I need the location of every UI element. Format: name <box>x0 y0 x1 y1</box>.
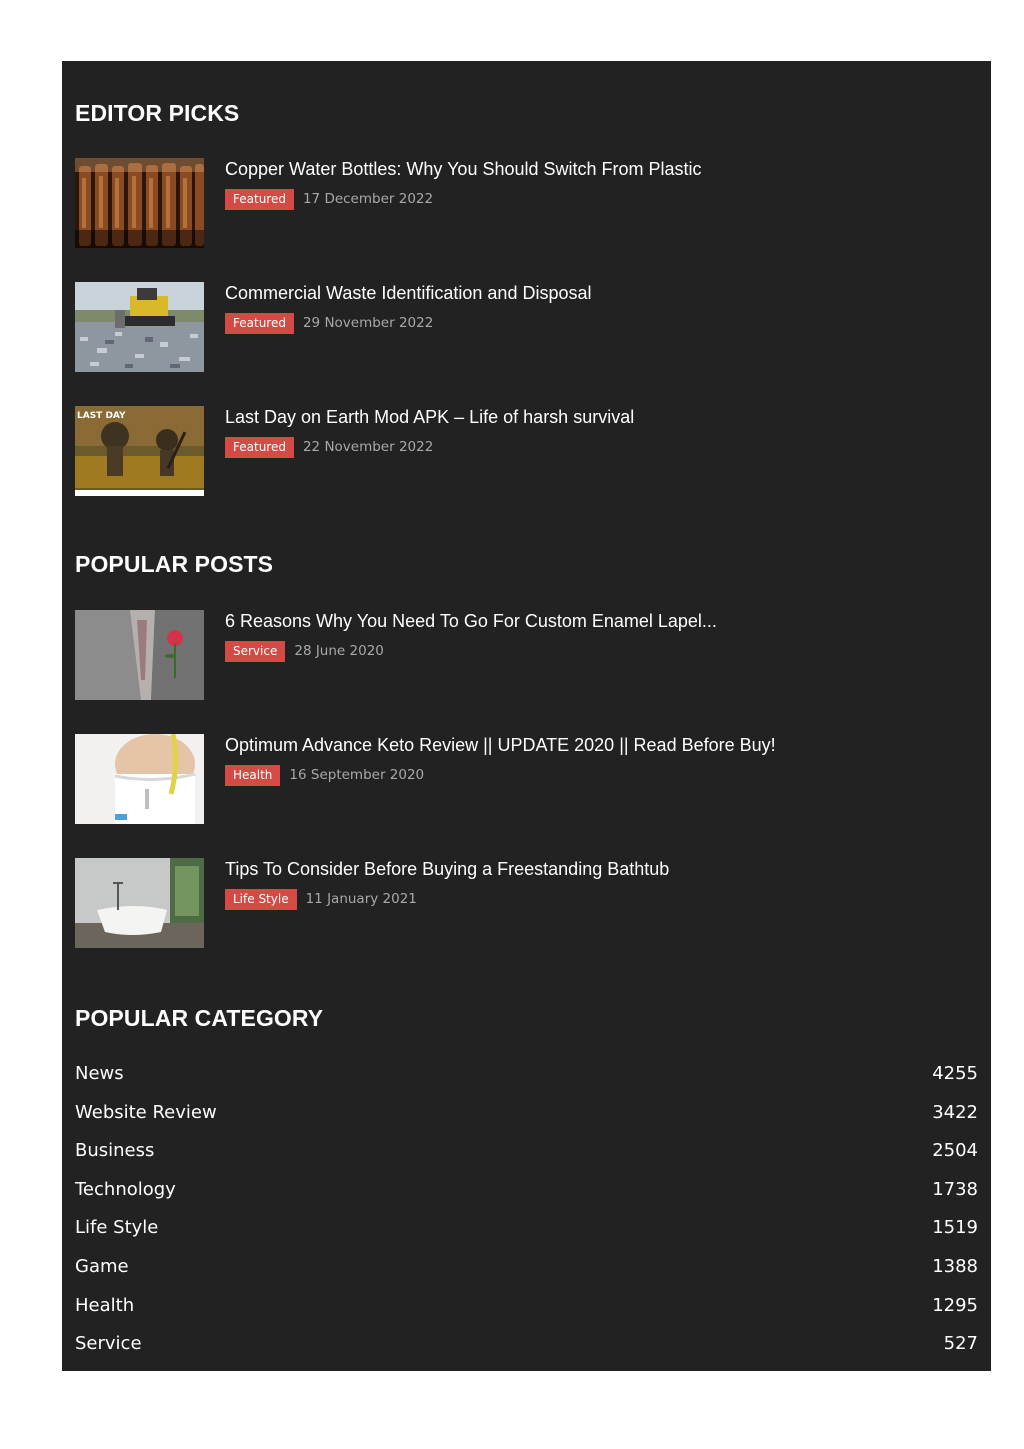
post-thumbnail[interactable] <box>75 610 204 700</box>
post-title[interactable]: Tips To Consider Before Buying a Freestanding Bathtub <box>225 859 670 879</box>
category-count: 1295 <box>932 1295 978 1316</box>
post-meta <box>225 889 417 910</box>
category-name: Life Style <box>75 1217 159 1238</box>
category-row-website-review[interactable] <box>75 1098 978 1128</box>
category-name: News <box>75 1063 124 1084</box>
category-row-game[interactable] <box>75 1252 978 1282</box>
editor-pick-item <box>75 158 975 248</box>
post-thumbnail[interactable] <box>75 158 204 248</box>
category-badge[interactable]: Life Style <box>225 889 297 910</box>
category-row-news[interactable] <box>75 1059 978 1089</box>
post-title[interactable]: Copper Water Bottles: Why You Should Switch From Plastic <box>225 159 702 179</box>
post-thumbnail[interactable] <box>75 734 204 824</box>
category-count: 3422 <box>932 1102 978 1123</box>
post-thumbnail[interactable] <box>75 858 204 948</box>
category-badge[interactable]: Featured <box>225 189 294 210</box>
post-date: 17 December 2022 <box>302 191 434 207</box>
post-thumbnail[interactable] <box>75 406 204 496</box>
category-badge[interactable]: Featured <box>225 313 294 334</box>
post-date: 11 January 2021 <box>305 891 417 907</box>
landfill-bulldozer-image <box>75 282 204 372</box>
suit-lapel-rose-image <box>75 610 204 700</box>
popular-posts-heading: POPULAR POSTS <box>75 551 274 577</box>
post-date: 16 September 2020 <box>289 767 425 783</box>
copper-bottles-image <box>75 158 204 248</box>
category-count: 1388 <box>932 1256 978 1277</box>
popular-post-item <box>75 610 975 700</box>
post-meta <box>225 313 433 334</box>
category-name: Technology <box>75 1179 176 1200</box>
post-date: 29 November 2022 <box>302 315 434 331</box>
category-name: Website Review <box>75 1102 217 1123</box>
waist-measuring-tape-image <box>75 734 204 824</box>
post-meta <box>225 765 424 786</box>
editor-pick-item <box>75 406 975 496</box>
popular-post-item <box>75 734 975 824</box>
game-survival-image <box>75 406 204 496</box>
game-logo-text: LAST DAY <box>77 411 126 421</box>
category-row-health[interactable] <box>75 1291 978 1321</box>
category-count: 527 <box>943 1333 978 1354</box>
post-title[interactable]: Optimum Advance Keto Review || UPDATE 2020 || Read Before Buy! <box>225 735 776 755</box>
category-count: 4255 <box>932 1063 978 1084</box>
post-meta <box>225 189 433 210</box>
post-title[interactable]: Commercial Waste Identification and Disposal <box>225 283 592 303</box>
category-row-business[interactable] <box>75 1136 978 1166</box>
post-date: 28 June 2020 <box>294 643 384 659</box>
editor-pick-item <box>75 282 975 372</box>
sidebar-panel <box>62 61 991 1371</box>
category-name: Game <box>75 1256 129 1277</box>
post-date: 22 November 2022 <box>302 439 434 455</box>
post-title[interactable]: Last Day on Earth Mod APK – Life of harsh survival <box>225 407 635 427</box>
category-count: 1519 <box>932 1217 978 1238</box>
category-row-service[interactable] <box>75 1329 978 1359</box>
post-title[interactable]: 6 Reasons Why You Need To Go For Custom Enamel Lapel... <box>225 611 717 631</box>
post-meta <box>225 437 433 458</box>
freestanding-bathtub-image <box>75 858 204 948</box>
category-name: Business <box>75 1140 155 1161</box>
category-count: 1738 <box>932 1179 978 1200</box>
category-row-technology[interactable] <box>75 1175 978 1205</box>
category-name: Health <box>75 1295 135 1316</box>
editor-picks-heading: EDITOR PICKS <box>75 100 240 126</box>
post-meta <box>225 641 384 662</box>
category-badge[interactable]: Service <box>225 641 285 662</box>
category-badge[interactable]: Health <box>225 765 280 786</box>
popular-post-item <box>75 858 975 948</box>
category-badge[interactable]: Featured <box>225 437 294 458</box>
post-thumbnail[interactable] <box>75 282 204 372</box>
category-count: 2504 <box>932 1140 978 1161</box>
category-name: Service <box>75 1333 142 1354</box>
popular-category-heading: POPULAR CATEGORY <box>75 1005 324 1031</box>
category-row-life-style[interactable] <box>75 1213 978 1243</box>
